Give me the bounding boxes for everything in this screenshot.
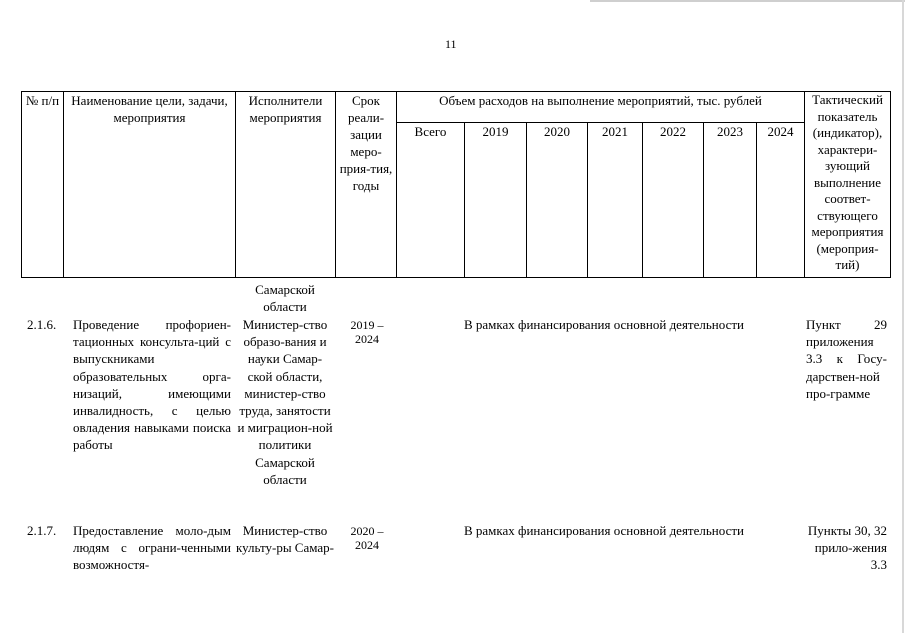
scan-right-edge [902, 0, 904, 633]
page-number: 11 [445, 37, 457, 51]
header-total: Всего [397, 123, 465, 278]
row-financing: В рамках финансирования основной деятельности [463, 523, 744, 538]
header-year: 2023 [704, 123, 757, 278]
row-executors: Министер-ство образо-вания и науки Самар-ской области, министер-ство труда, занятости и миграцион-ной политики Самарской области [237, 317, 333, 487]
row-financing: В рамках финансирования основной деятельности [463, 317, 744, 332]
row-name: Проведение профориен-тационных консульта-ций с выпускниками образовательных орга-низаций, имеющими инвалидность, с целью овладения навыками поиска работы [73, 317, 231, 453]
header-year: 2020 [527, 123, 588, 278]
row-num: 2.1.7. [27, 523, 57, 538]
row-term: 2020 – 2024 [350, 524, 384, 552]
row-indicator: Пункты 30, 32 прило-жения 3.3 [807, 523, 887, 573]
header-expenses: Объем расходов на выполнение мероприятий, тыс. рублей [397, 92, 805, 123]
header-num: № п/п [22, 92, 64, 278]
header-year: 2021 [588, 123, 643, 278]
header-term: Срок реали-зации меро-прия-тия, годы [336, 92, 397, 278]
header-name: Наименование цели, задачи, мероприятия [64, 92, 236, 278]
row-num: 2.1.6. [27, 317, 57, 332]
header-executors: Исполнители мероприятия [236, 92, 336, 278]
header-year: 2019 [465, 123, 527, 278]
carryover-executor: Самарской области [255, 282, 315, 315]
row-name: Предоставление моло-дым людям с ограни-ченными возможностя- [73, 523, 231, 573]
header-indicator: Тактический показатель (индикатор), характери-зующий выполнение соответ-ствующего мероприятия (мероприя-тий) [805, 92, 891, 278]
table-header [21, 91, 891, 278]
header-year: 2024 [757, 123, 805, 278]
scan-top-edge [590, 0, 905, 2]
row-executors: Министер-ство культу-ры Самар- [236, 523, 334, 556]
header-year: 2022 [643, 123, 704, 278]
row-term: 2019 – 2024 [350, 318, 384, 346]
row-indicator: Пункт 29 приложения 3.3 к Госу-дарствен-ной про-грамме [806, 317, 887, 401]
